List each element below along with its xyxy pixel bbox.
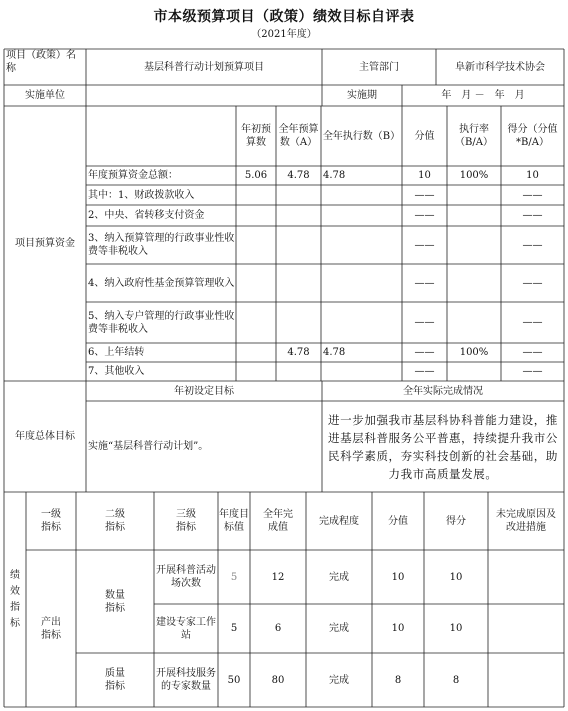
budget-row-executed: 4.78 (323, 170, 346, 181)
budget-row-score: —— (522, 189, 543, 201)
perf-row-target: 5 (230, 571, 238, 583)
unit-label: 实施单位 (25, 90, 65, 101)
project-name-value: 基层科普行动计划预算项目 (144, 61, 264, 73)
budget-row-rate: 100% (459, 347, 489, 358)
dept-label: 主管部门 (359, 61, 399, 73)
budget-row-rate: 100% (459, 170, 489, 181)
perf-row-reason (488, 550, 564, 604)
perf-side-label-text: 绩效指标 (10, 569, 20, 629)
dept-value: 阜新市科学技术协会 (455, 61, 545, 73)
budget-row-score: —— (522, 239, 543, 251)
form-year: （2021年度） (251, 29, 317, 40)
budget-row-name: 3、纳入预算管理的行政事业性收费等非税收入 (88, 233, 235, 257)
perf-header-lv3 (154, 492, 218, 550)
budget-row-score: —— (522, 366, 543, 377)
perf-header-actual-text: 全年完成值 (263, 509, 293, 533)
perf-header-lv1 (26, 492, 76, 550)
budget-row-weight: —— (414, 239, 435, 251)
budget-row-name: 7、其他收入 (88, 366, 145, 377)
perf-lv2-quality-text: 质量指标 (105, 668, 125, 692)
perf-header-lv2 (76, 492, 154, 550)
perf-row-degree: 完成 (329, 674, 349, 686)
overall-set-header: 年初设定目标 (174, 385, 234, 397)
overall-set-text: 实施“基层科普行动计划”。 (88, 441, 209, 452)
perf-row-actual: 80 (271, 674, 285, 686)
perf-row-actual: 6 (274, 623, 282, 634)
perf-row-score: 10 (449, 571, 463, 583)
budget-header-full-year: 全年预算数（A） (278, 124, 319, 148)
budget-row-weight: 10 (418, 170, 431, 181)
budget-header-executed: 全年执行数（B） (322, 130, 401, 142)
perf-lv1-output (26, 550, 76, 707)
overall-actual-header: 全年实际完成情况 (403, 385, 483, 397)
budget-row-name: 其中：1、财政拨款收入 (88, 189, 195, 201)
budget-row-name: 年度预算资金总额： (88, 170, 178, 181)
budget-header-rate: 执行率（B/A） (455, 124, 493, 148)
budget-row-weight: —— (414, 347, 435, 358)
unit-value (86, 85, 322, 106)
perf-lv2-quality (76, 653, 154, 707)
overall-actual-text: 进一步加强我市基层科协科普能力建设，推进基层科普服务公平普惠，持续提升我市公民科学素质，夯实科技创新的社会基础，助力我市高质量发展。 (328, 412, 558, 481)
overall-goal-label: 年度总体目标 (15, 431, 75, 442)
budget-row-full-year: 4.78 (287, 170, 310, 181)
project-name-label: 项目（政策）名称 (6, 50, 76, 74)
perf-row-score: 10 (449, 623, 463, 634)
budget-row-initial: 5.06 (244, 170, 268, 181)
perf-header-target: 年度目标值 (219, 509, 249, 533)
budget-row-score: —— (522, 210, 543, 221)
perf-lv1-output-text: 产出指标 (41, 616, 61, 641)
perf-header-lv2-text: 二级指标 (105, 509, 125, 533)
perf-header-lv1-text: 一级指标 (41, 509, 61, 533)
perf-row-weight: 10 (391, 571, 405, 583)
budget-header-score: 得分（分值*B/A） (507, 124, 558, 148)
form-title: 市本级预算项目（政策）绩效目标自评表 (153, 9, 415, 25)
perf-header-actual (250, 492, 306, 550)
perf-row-weight: 8 (394, 674, 402, 686)
budget-row-weight: —— (414, 366, 435, 377)
budget-header-weight: 分值 (414, 130, 435, 142)
budget-row-score: 10 (526, 170, 539, 181)
perf-row-actual: 12 (271, 571, 285, 583)
budget-row-score: —— (522, 347, 543, 358)
budget-row-full-year: 4.78 (287, 347, 310, 358)
perf-header-reason (488, 492, 564, 550)
perf-header-degree: 完成程度 (319, 515, 359, 527)
perf-row-target: 50 (227, 674, 241, 686)
period-label: 实施期 (347, 90, 377, 101)
period-value: 年 月 － 年 月 (441, 90, 525, 101)
perf-row-score: 8 (452, 674, 460, 686)
perf-row-weight: 10 (391, 623, 405, 634)
perf-header-weight: 分值 (388, 515, 408, 527)
budget-row-weight: —— (414, 317, 435, 328)
perf-row-lv3: 建设专家工作站 (156, 616, 216, 641)
perf-row-reason (488, 653, 564, 707)
budget-row-name: 2、中央、省转移支付资金 (88, 210, 205, 221)
budget-row-name: 5、纳入专户管理的行政事业性收费等非税收入 (88, 310, 235, 335)
perf-header-lv3-text: 三级指标 (176, 509, 196, 533)
perf-row-degree: 完成 (329, 571, 349, 583)
budget-row-name: 4、纳入政府性基金预算管理收入 (88, 277, 235, 289)
perf-row-lv3: 开展科技服务的专家数量 (156, 668, 216, 692)
budget-row-score: —— (522, 317, 543, 328)
perf-row-lv3: 开展科普活动场次数 (156, 565, 216, 589)
budget-section-label: 项目预算资金 (15, 238, 75, 249)
budget-row-score: —— (522, 277, 543, 289)
budget-row-weight: —— (414, 189, 435, 201)
perf-row-reason (488, 604, 564, 653)
budget-row-name: 6、上年结转 (88, 347, 145, 358)
perf-lv2-quantity-text: 数量指标 (105, 589, 125, 614)
perf-header-reason-text: 未完成原因及改进措施 (496, 509, 556, 533)
budget-row-weight: —— (414, 277, 435, 289)
perf-row-degree: 完成 (329, 623, 349, 634)
perf-header-score: 得分 (446, 515, 466, 527)
budget-row-executed: 4.78 (323, 347, 346, 358)
budget-row-weight: —— (414, 210, 435, 221)
perf-side-label (4, 492, 26, 707)
budget-header-initial: 年初预算数 (241, 124, 271, 148)
perf-lv2-quantity (76, 550, 154, 653)
perf-row-target: 5 (230, 623, 238, 634)
